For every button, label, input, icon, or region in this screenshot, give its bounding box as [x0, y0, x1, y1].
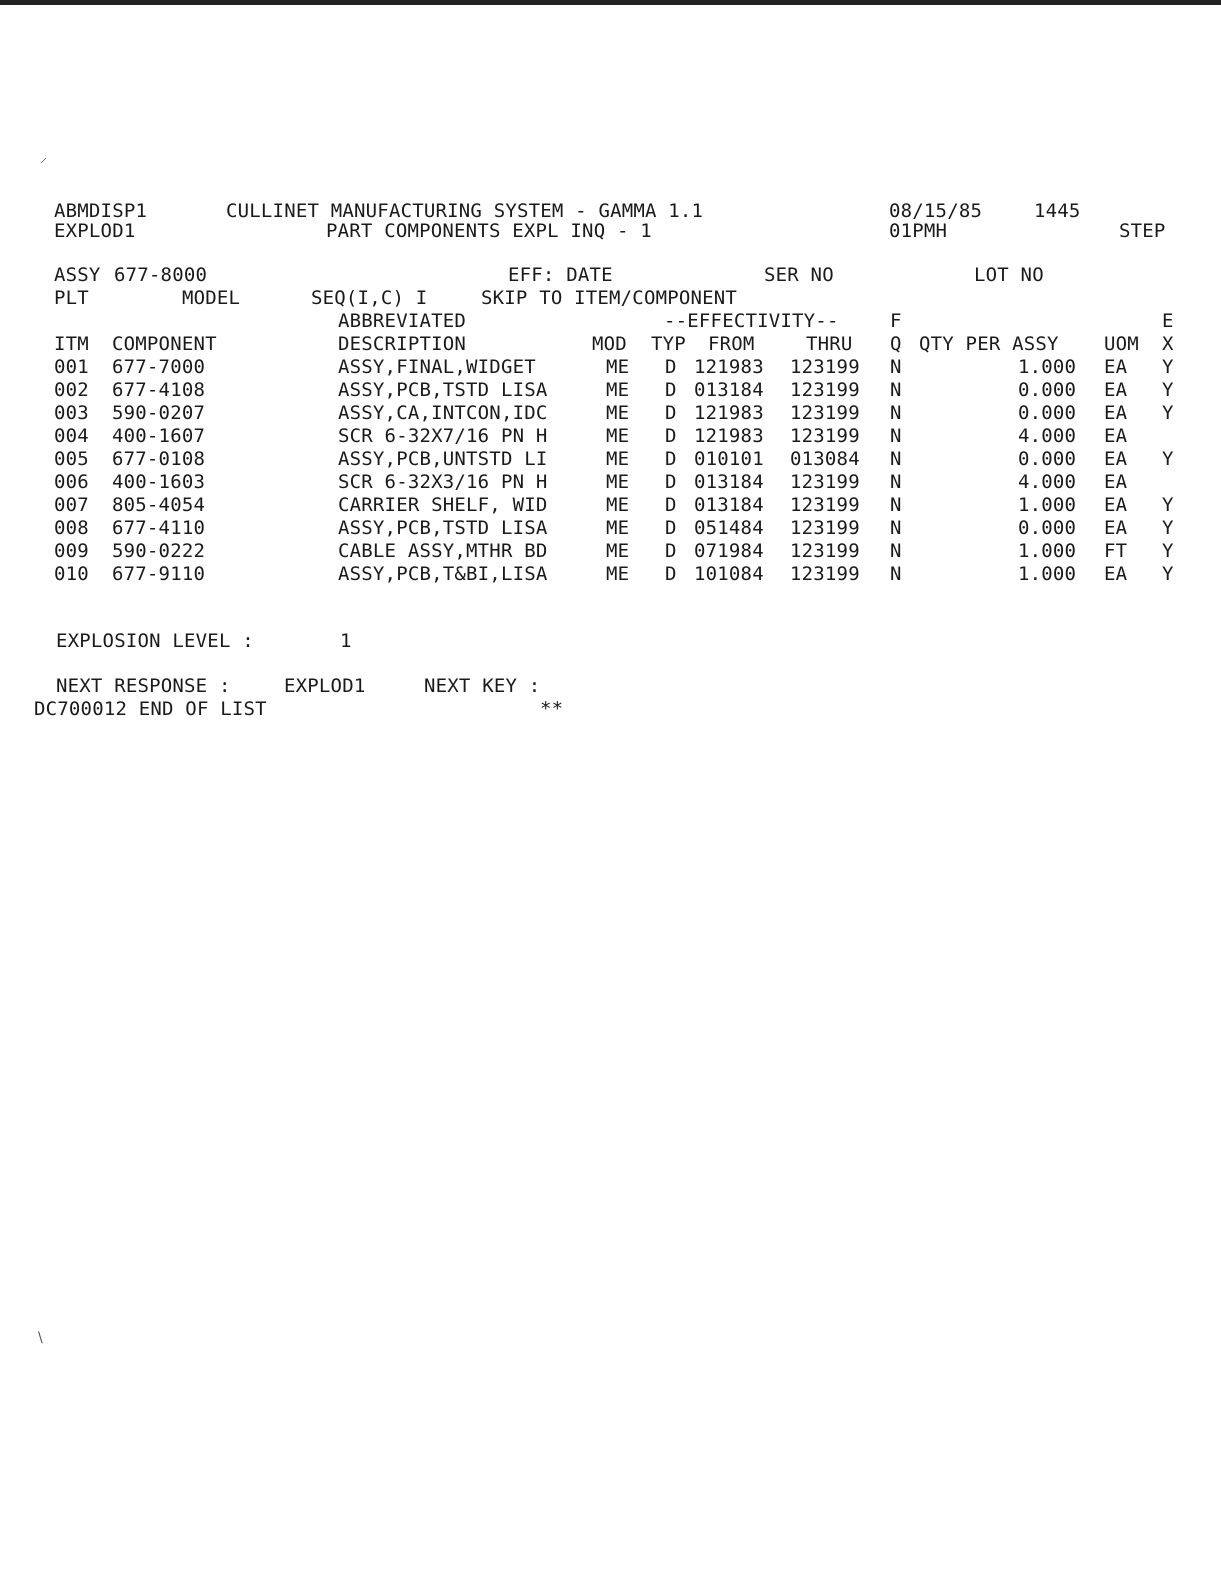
seq-field[interactable]: SEQ(I,C) I: [311, 287, 428, 309]
row-mod: ME: [606, 517, 630, 539]
lot-no-label: LOT NO: [974, 264, 1044, 286]
row-ex: Y: [1162, 563, 1174, 585]
row-typ: D: [665, 425, 677, 447]
row-description: ASSY,FINAL,WIDGET: [338, 356, 536, 378]
row-component: 590-0207: [112, 402, 206, 424]
row-ex: Y: [1162, 379, 1174, 401]
row-typ: D: [665, 494, 677, 516]
col-x: X: [1162, 333, 1174, 355]
status-stars: **: [540, 698, 564, 720]
row-fq: N: [890, 425, 902, 447]
row-component: 805-4054: [112, 494, 206, 516]
row-mod: ME: [606, 563, 630, 585]
row-itm: 010: [54, 563, 89, 585]
row-itm: 002: [54, 379, 89, 401]
row-mod: ME: [606, 471, 630, 493]
row-thru: 123199: [790, 563, 860, 585]
row-qty: 1.000: [1018, 494, 1077, 516]
row-uom: EA: [1104, 563, 1128, 585]
col-description: DESCRIPTION: [338, 333, 467, 355]
terminal-id: 01PMH: [889, 220, 948, 242]
row-qty: 0.000: [1018, 402, 1077, 424]
col-typ: TYP: [651, 333, 686, 355]
assy-label: ASSY: [54, 264, 101, 286]
col-effectivity: --EFFECTIVITY--: [664, 310, 839, 332]
row-from: 013184: [694, 494, 764, 516]
row-typ: D: [665, 517, 677, 539]
col-abbreviated: ABBREVIATED: [338, 310, 467, 332]
row-ex: Y: [1162, 540, 1174, 562]
scan-mark: ⸝: [40, 150, 47, 166]
row-component: 677-0108: [112, 448, 206, 470]
next-key-field[interactable]: NEXT KEY :: [424, 675, 541, 697]
row-mod: ME: [606, 448, 630, 470]
row-typ: D: [665, 379, 677, 401]
row-thru: 123199: [790, 471, 860, 493]
next-response-field[interactable]: EXPLOD1: [284, 675, 366, 697]
row-fq: N: [890, 471, 902, 493]
row-description: ASSY,PCB,TSTD LISA: [338, 517, 548, 539]
row-uom: EA: [1104, 356, 1128, 378]
row-uom: FT: [1104, 540, 1128, 562]
col-e: E: [1162, 310, 1174, 332]
row-description: CARRIER SHELF, WID: [338, 494, 548, 516]
col-q: Q: [890, 333, 902, 355]
plt-label: PLT: [54, 287, 89, 309]
col-component: COMPONENT: [112, 333, 217, 355]
row-qty: 1.000: [1018, 356, 1077, 378]
row-fq: N: [890, 563, 902, 585]
row-ex: Y: [1162, 494, 1174, 516]
row-typ: D: [665, 563, 677, 585]
step-label: STEP: [1119, 220, 1166, 242]
row-thru: 013084: [790, 448, 860, 470]
row-typ: D: [665, 471, 677, 493]
explosion-level-label: EXPLOSION LEVEL :: [56, 630, 254, 652]
row-thru: 123199: [790, 517, 860, 539]
explosion-level-value: 1: [340, 630, 352, 652]
row-thru: 123199: [790, 540, 860, 562]
row-fq: N: [890, 494, 902, 516]
row-component: 677-9110: [112, 563, 206, 585]
row-thru: 123199: [790, 402, 860, 424]
row-uom: EA: [1104, 402, 1128, 424]
row-fq: N: [890, 517, 902, 539]
row-from: 121983: [694, 402, 764, 424]
row-mod: ME: [606, 356, 630, 378]
row-thru: 123199: [790, 379, 860, 401]
row-qty: 1.000: [1018, 540, 1077, 562]
row-component: 400-1603: [112, 471, 206, 493]
row-description: ASSY,PCB,T&BI,LISA: [338, 563, 548, 585]
program-id: ABMDISP1: [54, 200, 148, 222]
row-itm: 003: [54, 402, 89, 424]
row-typ: D: [665, 540, 677, 562]
row-ex: Y: [1162, 517, 1174, 539]
row-itm: 009: [54, 540, 89, 562]
system-title: CULLINET MANUFACTURING SYSTEM - GAMMA 1.1: [226, 200, 704, 222]
row-ex: Y: [1162, 448, 1174, 470]
header-date: 08/15/85: [889, 200, 983, 222]
row-fq: N: [890, 448, 902, 470]
col-qty-per-assy: QTY PER ASSY: [919, 333, 1059, 355]
ser-no-label: SER NO: [764, 264, 834, 286]
screen-title: PART COMPONENTS EXPL INQ - 1: [326, 220, 652, 242]
col-itm: ITM: [54, 333, 89, 355]
row-description: ASSY,PCB,TSTD LISA: [338, 379, 548, 401]
row-fq: N: [890, 356, 902, 378]
col-thru: THRU: [806, 333, 853, 355]
status-message: DC700012 END OF LIST: [34, 698, 267, 720]
row-description: CABLE ASSY,MTHR BD: [338, 540, 548, 562]
row-typ: D: [665, 448, 677, 470]
skip-to-field[interactable]: SKIP TO ITEM/COMPONENT: [481, 287, 738, 309]
row-uom: EA: [1104, 494, 1128, 516]
row-uom: EA: [1104, 471, 1128, 493]
model-label: MODEL: [182, 287, 241, 309]
eff-date-label: EFF: DATE: [508, 264, 613, 286]
row-mod: ME: [606, 425, 630, 447]
row-fq: N: [890, 379, 902, 401]
row-uom: EA: [1104, 379, 1128, 401]
header-time: 1445: [1034, 200, 1081, 222]
row-mod: ME: [606, 540, 630, 562]
row-itm: 008: [54, 517, 89, 539]
row-from: 121983: [694, 356, 764, 378]
row-thru: 123199: [790, 425, 860, 447]
row-from: 010101: [694, 448, 764, 470]
row-component: 400-1607: [112, 425, 206, 447]
col-mod: MOD: [592, 333, 627, 355]
row-from: 101084: [694, 563, 764, 585]
row-typ: D: [665, 402, 677, 424]
col-f: F: [890, 310, 902, 332]
row-description: ASSY,CA,INTCON,IDC: [338, 402, 548, 424]
row-description: SCR 6-32X3/16 PN H: [338, 471, 548, 493]
row-mod: ME: [606, 402, 630, 424]
row-qty: 0.000: [1018, 379, 1077, 401]
row-uom: EA: [1104, 425, 1128, 447]
row-from: 071984: [694, 540, 764, 562]
row-qty: 4.000: [1018, 471, 1077, 493]
row-itm: 007: [54, 494, 89, 516]
scan-mark: \: [38, 1330, 43, 1346]
col-uom: UOM: [1104, 333, 1139, 355]
next-response-label: NEXT RESPONSE :: [56, 675, 231, 697]
row-mod: ME: [606, 494, 630, 516]
row-itm: 005: [54, 448, 89, 470]
row-from: 013184: [694, 471, 764, 493]
row-itm: 001: [54, 356, 89, 378]
row-from: 121983: [694, 425, 764, 447]
row-qty: 4.000: [1018, 425, 1077, 447]
row-from: 013184: [694, 379, 764, 401]
top-rule: [0, 0, 1221, 5]
row-component: 677-4108: [112, 379, 206, 401]
row-qty: 1.000: [1018, 563, 1077, 585]
row-ex: Y: [1162, 402, 1174, 424]
row-thru: 123199: [790, 494, 860, 516]
row-mod: ME: [606, 379, 630, 401]
row-thru: 123199: [790, 356, 860, 378]
row-typ: D: [665, 356, 677, 378]
row-component: 677-7000: [112, 356, 206, 378]
row-qty: 0.000: [1018, 517, 1077, 539]
row-qty: 0.000: [1018, 448, 1077, 470]
row-description: SCR 6-32X7/16 PN H: [338, 425, 548, 447]
row-from: 051484: [694, 517, 764, 539]
row-ex: Y: [1162, 356, 1174, 378]
row-uom: EA: [1104, 517, 1128, 539]
row-fq: N: [890, 402, 902, 424]
row-itm: 006: [54, 471, 89, 493]
screen-id: EXPLOD1: [54, 220, 136, 242]
row-fq: N: [890, 540, 902, 562]
row-itm: 004: [54, 425, 89, 447]
row-component: 590-0222: [112, 540, 206, 562]
col-from: FROM: [708, 333, 755, 355]
row-description: ASSY,PCB,UNTSTD LI: [338, 448, 548, 470]
row-uom: EA: [1104, 448, 1128, 470]
row-component: 677-4110: [112, 517, 206, 539]
assy-field[interactable]: 677-8000: [114, 264, 208, 286]
